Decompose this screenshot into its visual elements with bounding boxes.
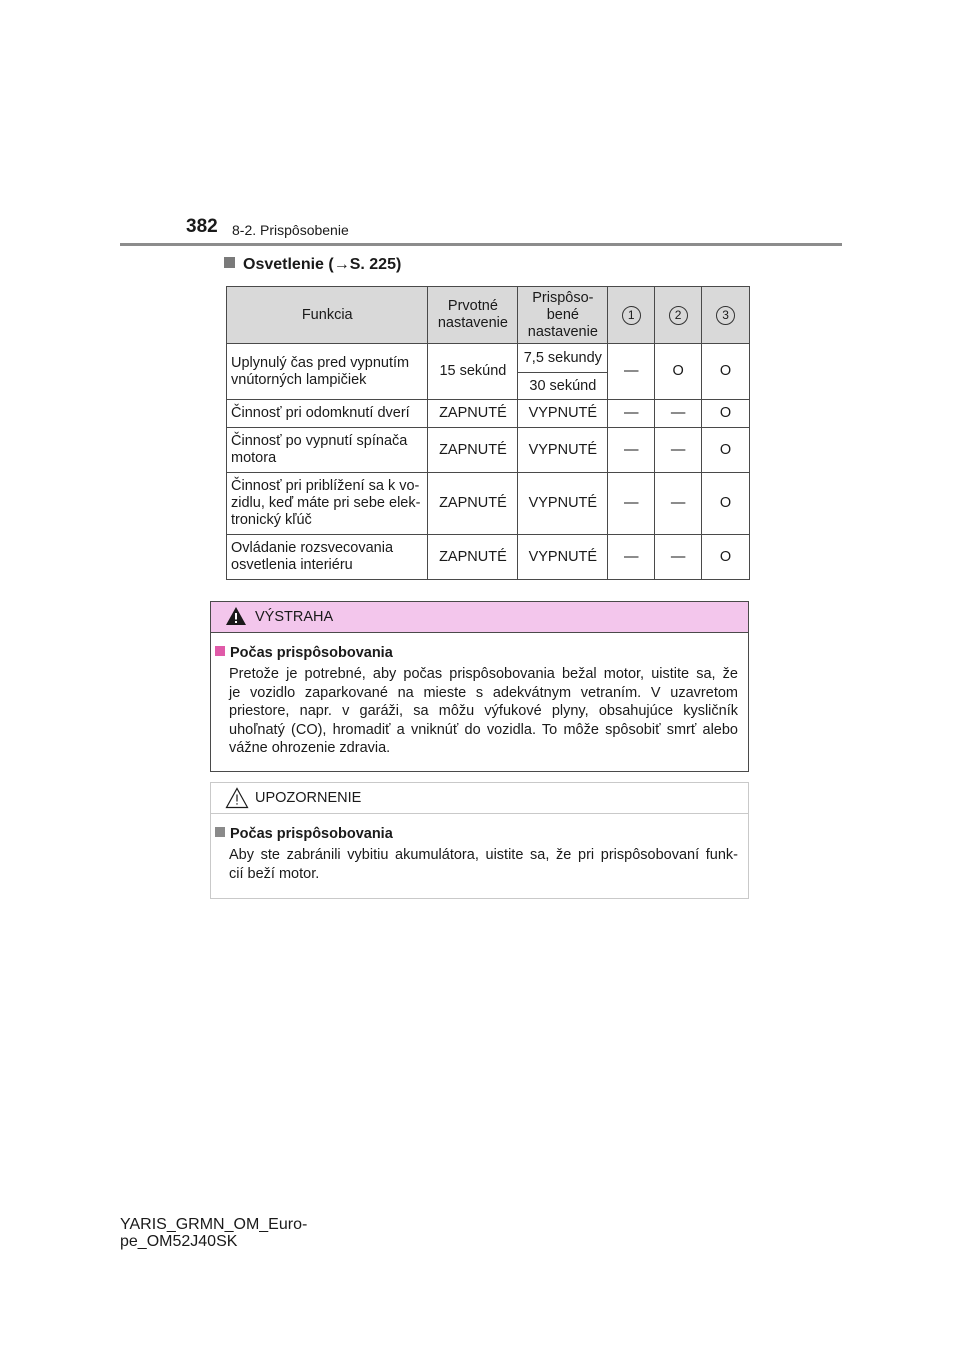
row-default: ZAPNUTÉ: [428, 428, 518, 473]
row-mark-3: O: [702, 428, 750, 473]
caution-triangle-icon: [225, 787, 249, 809]
warning-triangle-icon: [225, 606, 247, 626]
header-divider: [120, 243, 842, 246]
header-col-3: [702, 287, 750, 344]
row-mark-2: —: [655, 535, 702, 580]
header-col-1: [608, 287, 655, 344]
square-bullet-icon: [215, 827, 225, 837]
notice-header: [211, 783, 748, 814]
circled-number-3: 3: [716, 306, 735, 325]
row-default: ZAPNUTÉ: [428, 535, 518, 580]
row-mark-3: O: [702, 400, 750, 428]
row-mark-1: —: [608, 428, 655, 473]
notice-label: UPOZORNENIE: [255, 790, 362, 806]
row-mark-2: O: [655, 344, 702, 400]
header-custom: Prispôso- bené nastavenie: [518, 287, 608, 344]
row-mark-1: —: [608, 535, 655, 580]
circled-number-2: 2: [669, 306, 688, 325]
row-mark-2: —: [655, 428, 702, 473]
notice-body: Aby ste zabránili vybitiu akumulátora, uistite sa, že pri prispôsobovaní funk- cií beží motor.: [229, 847, 738, 882]
row-default: 15 sekúnd: [428, 344, 518, 400]
row-custom-option: VYPNUTÉ: [518, 473, 608, 535]
settings-table: [226, 286, 750, 580]
notice-subtitle: Počas prispôsobovania: [215, 826, 393, 842]
row-mark-3: O: [702, 535, 750, 580]
warning-label: VÝSTRAHA: [255, 609, 334, 625]
row-custom-option: VYPNUTÉ: [518, 428, 608, 473]
row-custom-option: 7,5 sekundy: [518, 344, 608, 373]
page-number: 382: [186, 216, 218, 237]
table-row: [227, 344, 750, 373]
warning-body: Pretože je potrebné, aby počas prispôsobovania bežal motor, uistite sa, že je vozidlo zaparkované na mieste s adekvátnym vetraním. V uzavretom priestore, napr. v garáži, sa môžu výfukové plyny, obsahujúce kysličník uhoľnatý (CO), hromadiť a vniknúť do vozidla. To môže spôsobiť smrť alebo vážne ohrozenie zdravia.: [229, 666, 738, 756]
row-mark-1: —: [608, 400, 655, 428]
notice-box: [210, 782, 749, 899]
table-row: [227, 535, 750, 580]
header-function: Funkcia: [227, 287, 428, 344]
warning-header: [211, 602, 748, 633]
header-col-2: [655, 287, 702, 344]
section-title-text: Osvetlenie (→S. 225): [243, 256, 402, 273]
row-custom-option: VYPNUTÉ: [518, 400, 608, 428]
table-row: [227, 428, 750, 473]
row-mark-1: —: [608, 344, 655, 400]
row-mark-1: —: [608, 473, 655, 535]
row-function: Činnosť pri priblížení sa k vo- zidlu, keď máte pri sebe elek- tronický kľúč: [227, 473, 428, 535]
header-default: Prvotné nastavenie: [428, 287, 518, 344]
warning-subtitle: Počas prispôsobovania: [215, 645, 393, 661]
row-function: Činnosť po vypnutí spínača motora: [227, 428, 428, 473]
row-mark-3: O: [702, 344, 750, 400]
row-function: Ovládanie rozsvecovania osvetlenia interiéru: [227, 535, 428, 580]
circled-number-1: 1: [622, 306, 641, 325]
chapter-title: 8-2. Prispôsobenie: [232, 222, 349, 238]
row-custom-option: 30 sekúnd: [518, 373, 608, 400]
row-mark-2: —: [655, 473, 702, 535]
square-bullet-icon: [215, 646, 225, 656]
table-row: [227, 473, 750, 535]
table-row: [227, 400, 750, 428]
row-function: Uplynulý čas pred vypnutím vnútorných lampičiek: [227, 344, 428, 400]
row-default: ZAPNUTÉ: [428, 400, 518, 428]
warning-box: [210, 601, 749, 772]
footer-doc-id: YARIS_GRMN_OM_Euro- pe_OM52J40SK: [120, 1216, 308, 1250]
row-mark-2: —: [655, 400, 702, 428]
row-mark-3: O: [702, 473, 750, 535]
square-bullet-icon: [224, 257, 235, 268]
row-function: Činnosť pri odomknutí dverí: [227, 400, 428, 428]
row-default: ZAPNUTÉ: [428, 473, 518, 535]
table-header-row: [227, 287, 750, 344]
row-custom-option: VYPNUTÉ: [518, 535, 608, 580]
section-title: [224, 256, 401, 274]
